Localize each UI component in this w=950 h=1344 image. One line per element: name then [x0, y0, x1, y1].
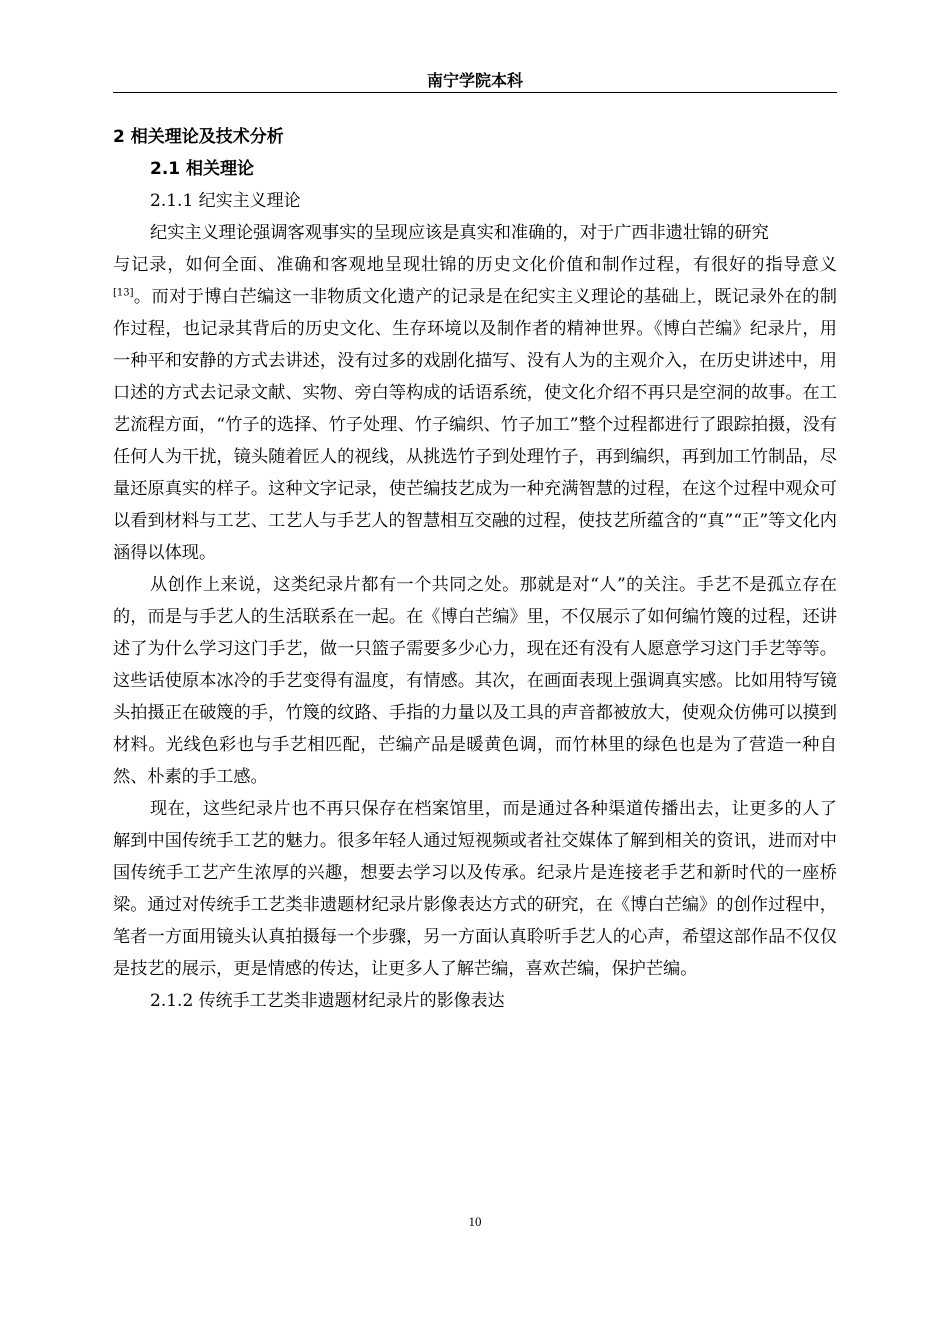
- subsubsection-heading-2-1-1: 2.1.1 纪实主义理论: [150, 191, 301, 211]
- paragraph-3: 现在，这些纪录片也不再只保存在档案馆里，而是通过各种渠道传播出去，让更多的人了解到中国传统手工艺的魅力。很多年轻人通过短视频或者社交媒体了解到相关的资讯，进而对中国传统手工艺产生浓厚的兴趣，想要去学习以及传承。纪录片是连接老手艺和新时代的一座桥梁。通过对传统手工艺类非遗题材纪录片影像表达方式的研究，在《博白芒编》的创作过程中，笔者一方面用镜头认真拍摄每一个步骤，另一方面认真聆听手艺人的心声，希望这部作品不仅仅是技艺的展示，更是情感的传达，让更多人了解芒编，喜欢芒编，保护芒编。: [113, 799, 837, 979]
- page-number: 10: [468, 1214, 482, 1229]
- paragraph-1: [113, 249, 837, 569]
- section-heading-2: 2 相关理论及技术分析: [113, 127, 284, 147]
- subsection-heading-2-1: 2.1 相关理论: [150, 159, 255, 179]
- paragraph-1-lead: 纪实主义理论强调客观事实的呈现应该是真实和准确的，对于广西非遗壮锦的研究: [150, 223, 769, 243]
- header-title: 南宁学院本科: [426, 71, 523, 90]
- body-text: [113, 121, 837, 1017]
- paragraph-1-part-b: 。而对于博白芒编这一非物质文化遗产的记录是在纪实主义理论的基础上，既记录外在的制作过程，也记录其背后的历史文化、生存环境以及制作者的精神世界。《博白芒编》纪录片，用一种平和安静的方式去讲述，没有过多的戏剧化描写、没有人为的主观介入，在历史讲述中，用口述的方式去记录文献、实物、旁白等构成的话语系统，使文化介绍不再只是空洞的故事。在工艺流程方面，“竹子的选择、竹子处理、竹子编织、竹子加工”整个过程都进行了跟踪拍摄，没有任何人为干扰，镜头随着匠人的视线，从挑选竹子到处理竹子，再到编织，再到加工竹制品，尽量还原真实的样子。这种文字记录，使芒编技艺成为一种充满智慧的过程，在这个过程中观众可以看到材料与工艺、工艺人与手艺人的智慧相互交融的过程，使技艺所蕴含的“真”“正”等文化内涵得以体现。: [113, 287, 837, 563]
- paragraph-2: 从创作上来说，这类纪录片都有一个共同之处。那就是对“人”的关注。手艺不是孤立存在的，而是与手艺人的生活联系在一起。在《博白芒编》里，不仅展示了如何编竹篾的过程，还讲述了为什么学习这门手艺，做一只篮子需要多少心力，现在还有没有人愿意学习这门手艺等等。这些话使原本冰冷的手艺变得有温度，有情感。其次，在画面表现上强调真实感。比如用特写镜头拍摄正在破篾的手，竹篾的纹路、手指的力量以及工具的声音都被放大，使观众仿佛可以摸到材料。光线色彩也与手艺相匹配，芒编产品是暖黄色调，而竹林里的绿色也是为了营造一种自然、朴素的手工感。: [113, 575, 837, 787]
- citation-marker: [13]: [113, 287, 134, 299]
- subsubsection-heading-2-1-2: 2.1.2 传统手工艺类非遗题材纪录片的影像表达: [150, 991, 505, 1011]
- paragraph-1-part-a: 与记录，如何全面、准确和客观地呈现壮锦的历史文化价值和制作过程，有很好的指导意义: [113, 255, 837, 275]
- page-footer: [0, 1213, 950, 1231]
- page-header: [113, 70, 837, 93]
